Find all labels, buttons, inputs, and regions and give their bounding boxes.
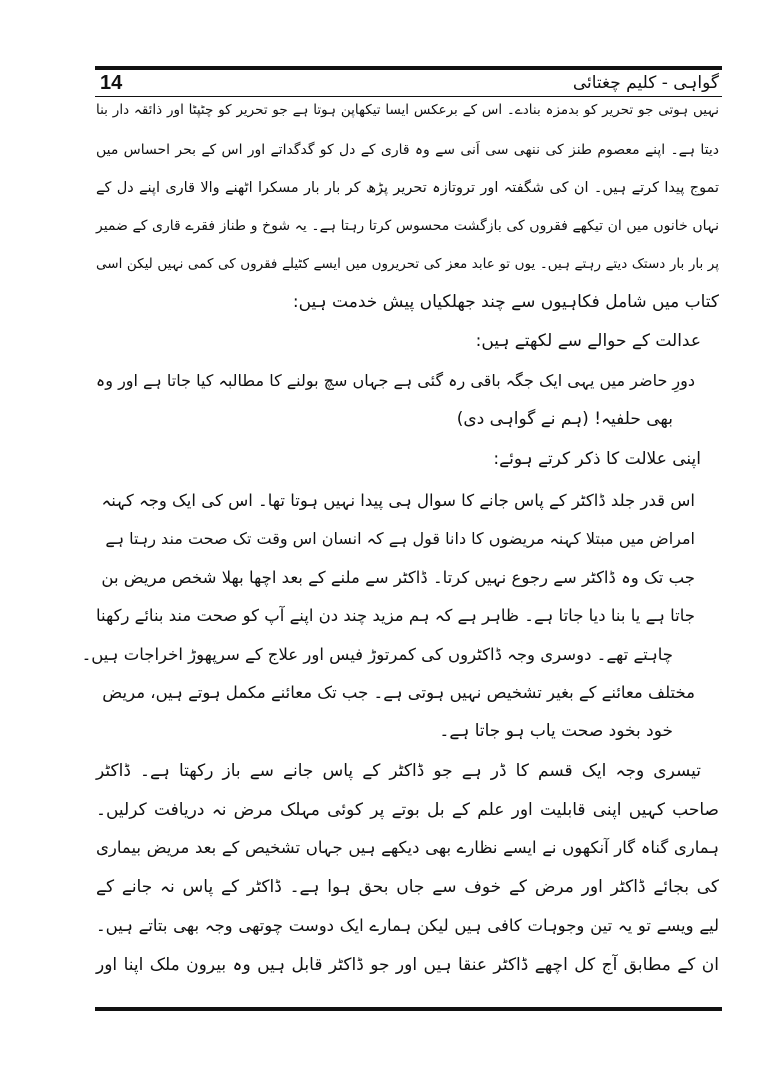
quote-line-2: بھی حلفیہ! (ہم نے گواہی دی) [456, 409, 673, 429]
text-line-11: ہماری گناہ گار آنکھوں نے ایسے نظارے بھی دیکھے ہیں جہاں تشخیص کے بعد مریض بیماری [96, 838, 719, 857]
quote-line-8: مختلف معائنے کے بغیر تشخیص نہیں ہوتی ہے۔ جب تک معائنے مکمل ہوتے ہیں، مریض [102, 683, 695, 702]
text-line-1: نہیں ہوتی جو تحریر کو بدمزہ بنادے۔ اس کے برعکس ایسا تیکھاپن ہوتا ہے جو تحریر کو چٹپٹا اور ذائقہ دار بنا [96, 102, 719, 118]
text-line-7: عدالت کے حوالے سے لکھتے ہیں: [475, 331, 701, 351]
quote-line-4: امراض میں مبتلا کہنہ مریضوں کا دانا قول ہے کہ انسان اس وقت تک صحت مند رہتا ہے [105, 529, 695, 548]
header-top-rule [95, 66, 722, 70]
quote-line-7: چاہتے تھے۔ دوسری وجہ ڈاکٹروں کی کمرتوڑ فیس اور علاج کے سرپھوڑ اخراجات ہیں۔ [81, 645, 673, 664]
quote-line-5: جب تک وہ ڈاکٹر سے رجوع نہیں کرتا۔ ڈاکٹر سے ملنے کے بعد اچھا بھلا شخص مریض بن [101, 568, 695, 587]
text-line-8: اپنی علالت کا ذکر کرتے ہوئے: [493, 449, 701, 469]
quote-line-1: دورِ حاضر میں یہی ایک جگہ باقی رہ گئی ہے جہاں سچ بولنے کا مطالبہ کیا جاتا ہے اور وہ [95, 371, 695, 390]
footer-rule [95, 1007, 722, 1011]
text-line-13: لیے ویسے تو یہ تین وجوہات کافی ہیں لیکن ہمارے ایک دوست چوتھی وجہ بھی بتاتے ہیں۔ [96, 916, 719, 935]
text-line-14: ان کے مطابق آج کل اچھے ڈاکٹر عنقا ہیں اور جو ڈاکٹر قابل ہیں وہ بیرون ملک اپنا اور [96, 955, 719, 975]
quote-line-3: اس قدر جلد ڈاکٹر کے پاس جانے کا سوال ہی پیدا نہیں ہوتا تھا۔ اس کی ایک وجہ کہنہ [101, 491, 695, 510]
quote-line-6: جاتا ہے یا بنا دیا جاتا ہے۔ ظاہر ہے کہ ہم مزید چند دن اپنے آپ کو صحت مند بنائے رکھنا [95, 606, 695, 625]
quote-line-9: خود بخود صحت یاب ہو جاتا ہے۔ [439, 721, 673, 741]
text-line-12: کی بجائے ڈاکٹر اور مرض کے خوف سے جاں بحق ہوا ہے۔ ڈاکٹر کے پاس نہ جانے کے [96, 877, 719, 897]
text-line-6: کتاب میں شامل فکاہیوں سے چند جھلکیاں پیش خدمت ہیں: [292, 292, 719, 312]
running-title: گواہی - کلیم چغتائی [572, 73, 719, 93]
text-line-5: پر بار بار دستک دیتے رہتے ہیں۔ یوں تو عابد معز کی تحریروں میں ایسے کٹیلے فقروں کی کمی نہیں لیکن اسی [96, 256, 719, 272]
text-line-3: تموج پیدا کرتے ہیں۔ ان کی شگفتہ اور تروتازہ تحریر پڑھ کر بار بار مسکرا اٹھنے والا قاری اپنے دل کے [96, 180, 719, 196]
text-line-4: نہاں خانوں میں ان تیکھے فقروں کی بازگشت محسوس کرتا رہتا ہے۔ یہ شوخ و طناز فقرے قاری کے ضمیر [96, 218, 719, 234]
text-line-2: دیتا ہے۔ اپنے معصوم طنز کی ننھی سی اَنی سے وہ قاری کے دل کو گدگداتے اور اس کے بحر احساس میں [96, 142, 719, 158]
page-number: 14 [100, 72, 123, 94]
text-line-10: صاحب کہیں اپنی قابلیت اور علم کے بل بوتے پر کوئی مہلک مرض نہ دریافت کرلیں۔ [96, 800, 719, 820]
text-line-9: تیسری وجہ ایک قسم کا ڈر ہے جو ڈاکٹر کے پاس جانے سے باز رکھتا ہے۔ ڈاکٹر [96, 761, 701, 781]
